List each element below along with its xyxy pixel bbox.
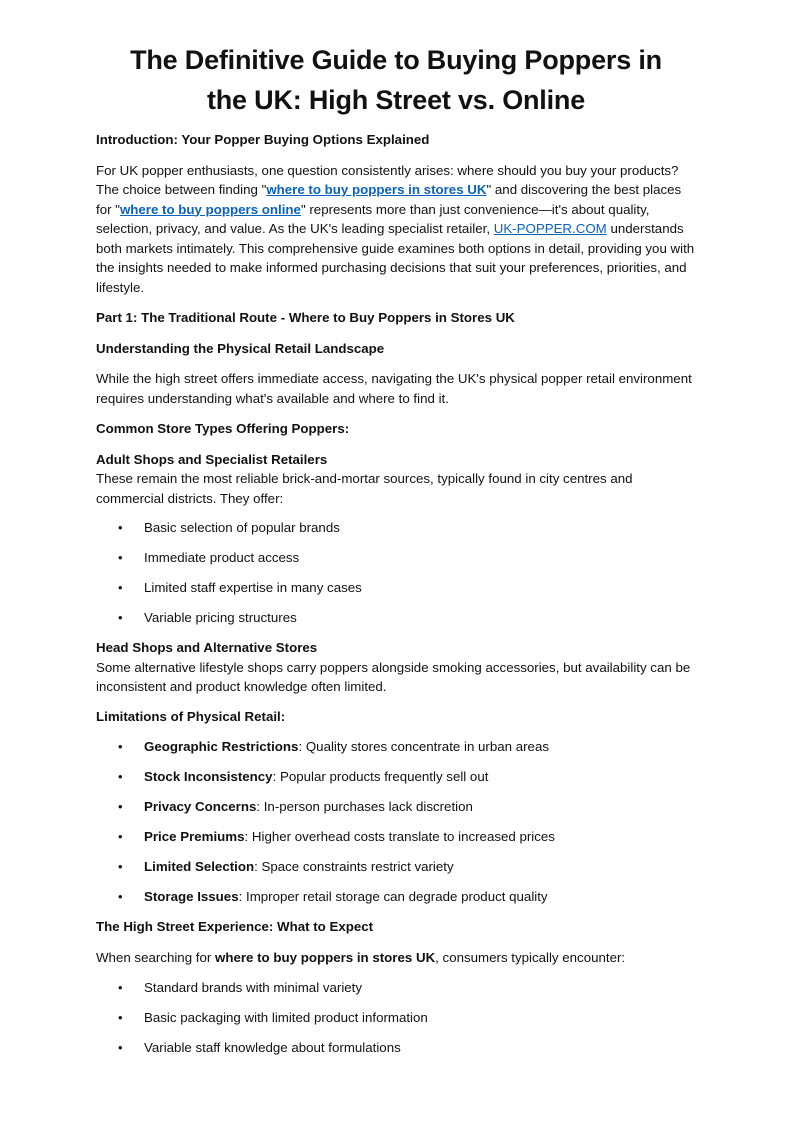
adult-shops-text: These remain the most reliable brick-and-mortar sources, typically found in city centres and commercial districts. They offer:: [96, 471, 633, 506]
retail-landscape-paragraph: While the high street offers immediate access, navigating the UK's physical popper retail environment requires understanding what's available and where to find it.: [96, 371, 692, 406]
high-street-text-2: , consumers typically encounter:: [435, 949, 626, 965]
high-street-paragraph: [96, 948, 696, 968]
list-item: • Variable pricing structures: [96, 608, 696, 628]
high-street-heading: The High Street Experience: What to Expect: [96, 919, 374, 934]
limitations-list: [96, 737, 696, 907]
head-shops-block: [96, 638, 696, 697]
limitation-desc: : In-person purchases lack discretion: [256, 799, 473, 814]
limitation-term: Privacy Concerns: [144, 799, 257, 814]
limitation-term: Storage Issues: [144, 889, 239, 904]
list-item: • Standard brands with minimal variety: [96, 978, 696, 998]
intro-text-3: " represents more than just convenience—it's about quality, selection, privacy, and value. As the UK's leading specialist retailer,: [96, 201, 650, 236]
list-item: [96, 857, 696, 877]
head-shops-text: Some alternative lifestyle shops carry poppers alongside smoking accessories, but availability can be inconsistent and product knowledge often limited.: [96, 659, 691, 694]
limitation-desc: : Popular products frequently sell out: [272, 769, 489, 784]
list-item: • Variable staff knowledge about formulations: [96, 1038, 696, 1058]
list-item: • Basic packaging with limited product information: [96, 1008, 696, 1028]
intro-paragraph: [96, 161, 696, 298]
list-item: [96, 797, 696, 817]
list-item: [96, 767, 696, 787]
retail-landscape-heading: Understanding the Physical Retail Landscape: [96, 340, 385, 356]
list-item: [96, 827, 696, 847]
high-street-list: [96, 978, 696, 1058]
high-street-text-1: When searching for: [96, 949, 215, 965]
intro-text-2: " and discovering the best places for ": [96, 182, 682, 217]
limitation-desc: : Space constraints restrict variety: [254, 859, 454, 874]
list-item: • Limited staff expertise in many cases: [96, 578, 696, 598]
part1-heading: Part 1: The Traditional Route - Where to Buy Poppers in Stores UK: [96, 310, 515, 325]
store-types-heading: Common Store Types Offering Poppers:: [96, 421, 350, 436]
intro-text-1: For UK popper enthusiasts, one question consistently arises: where should you buy your products? The choice between finding ": [96, 162, 679, 197]
document-title: [86, 40, 706, 120]
adult-shops-list: [96, 518, 696, 628]
limitation-desc: : Higher overhead costs translate to increased prices: [244, 829, 555, 844]
limitation-term: Geographic Restrictions: [144, 739, 299, 754]
limitations-heading: Limitations of Physical Retail:: [96, 708, 286, 724]
limitation-desc: : Improper retail storage can degrade product quality: [238, 889, 548, 904]
limitation-desc: : Quality stores concentrate in urban areas: [298, 739, 549, 754]
list-item: [96, 737, 696, 757]
list-item: [96, 887, 696, 907]
head-shops-heading: Head Shops and Alternative Stores: [96, 640, 318, 655]
adult-shops-block: [96, 450, 696, 509]
list-item: • Immediate product access: [96, 548, 696, 568]
list-item: • Basic selection of popular brands: [96, 518, 696, 538]
title-line-2: the UK: High Street vs. Online: [206, 85, 586, 115]
adult-shops-heading: Adult Shops and Specialist Retailers: [96, 451, 328, 467]
intro-text-4: understands both markets intimately. This comprehensive guide examines both options in detail, providing you with the insights needed to make informed purchasing decisions that suit your preferences, priorities, and lifestyle.: [96, 221, 695, 295]
high-street-bold: where to buy poppers in stores UK: [215, 949, 436, 965]
title-line-1: The Definitive Guide to Buying Poppers in: [130, 45, 662, 75]
document-page: [96, 40, 696, 1068]
limitation-term: Stock Inconsistency: [144, 769, 273, 784]
uk-popper-link[interactable]: UK-POPPER.COM: [493, 221, 607, 236]
limitation-term: Price Premiums: [144, 829, 245, 844]
limitation-term: Limited Selection: [144, 859, 255, 874]
intro-heading: Introduction: Your Popper Buying Options Explained: [96, 132, 430, 147]
buy-online-link[interactable]: where to buy poppers online: [119, 201, 301, 217]
stores-uk-link[interactable]: where to buy poppers in stores UK: [266, 182, 487, 197]
